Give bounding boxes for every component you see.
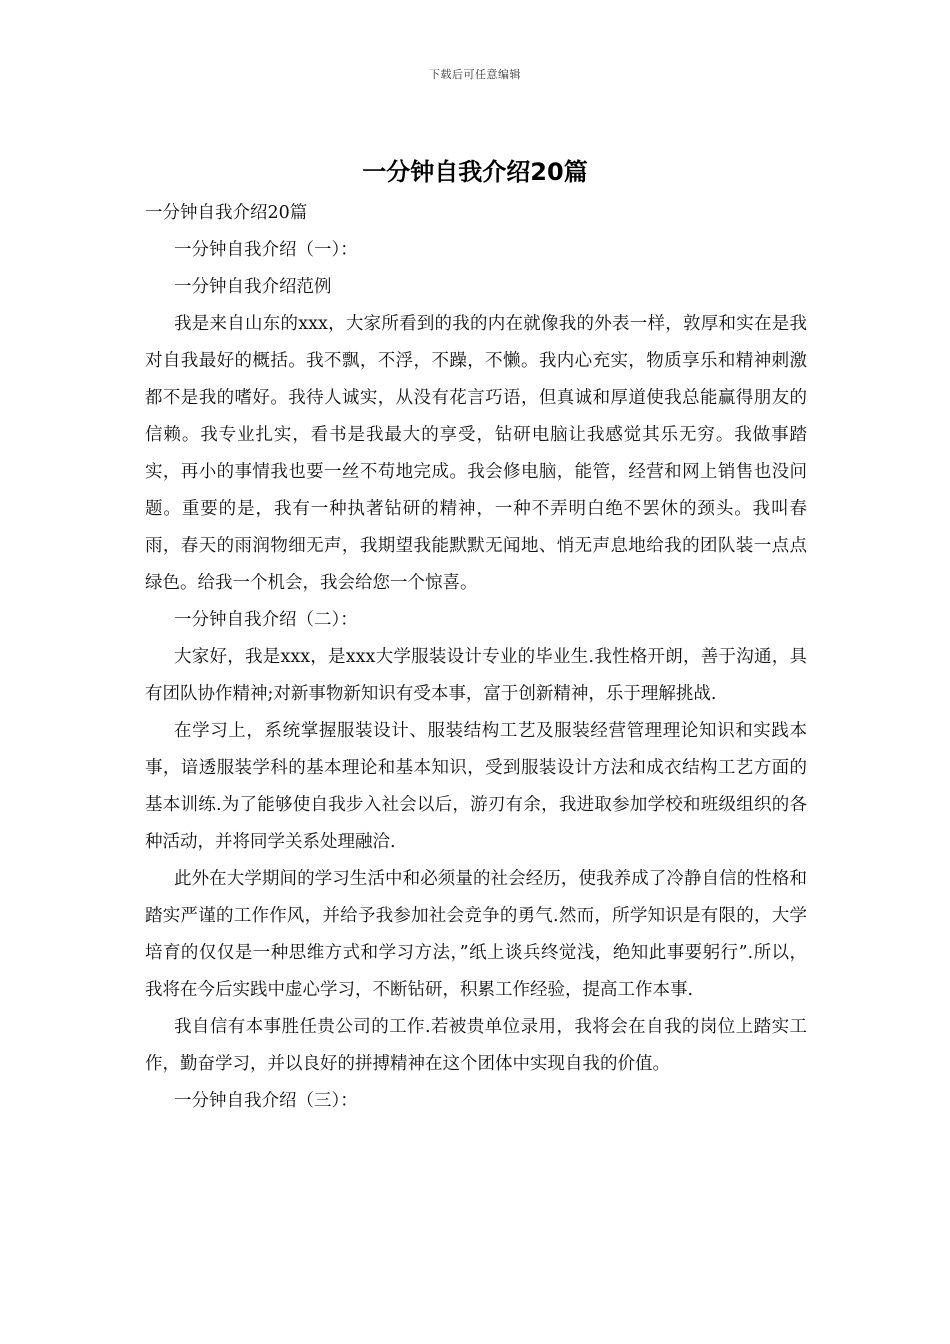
paragraph-1: 我是来自山东的xxx，大家所看到的我的内在就像我的外表一样，敦厚和实在是我对自我最好的概括。我不飘，不浮，不躁，不懒。我内心充实，物质享乐和精神刺激都不是我的嗜好。我待人诚实，从没有花言巧语，但真诚和厚道使我总能赢得朋友的信赖。我专业扎实，看书是我最大的享受，钻研电脑让我感觉其乐无穷。我做事踏实，再小的事情我也要一丝不苟地完成。我会修电脑，能管，经营和网上销售也没问题。重要的是，我有一种执著钻研的精神，一种不弄明白绝不罢休的颈头。我叫春雨，春天的雨润物细无声，我期望我能默默无闻地、悄无声息地给我的团队装一点点绿色。给我一个机会，我会给您一个惊喜。 <box>145 314 807 593</box>
paragraph-5: 我自信有本事胜任贵公司的工作.若被贵单位录用，我将会在自我的岗位上踏实工作，勤奋学习，并以良好的拼搏精神在这个团体中实现自我的价值。 <box>145 1017 807 1074</box>
paragraph-4: 此外在大学期间的学习生活中和必须量的社会经历，使我养成了冷静自信的性格和踏实严谨的工作作风，并给予我参加社会竞争的勇气.然而，所学知识是有限的，大学培育的仅仅是一种思维方式和学习方法，”纸上谈兵终觉浅，绝知此事要躬行”.所以，我将在今后实践中虚心学习，不断钻研，积累工作经验，提高工作本事. <box>145 869 807 1000</box>
example-heading: 一分钟自我介绍范例 <box>174 277 332 297</box>
subtitle-line: 一分钟自我介绍20篇 <box>145 203 308 223</box>
section-heading-3: 一分钟自我介绍（三）： <box>174 1091 358 1111</box>
section-heading-1: 一分钟自我介绍（一）： <box>174 240 358 260</box>
paragraph-3: 在学习上，系统掌握服装设计、服装结构工艺及服装经营管理理论知识和实践本事，谙透服装学科的基本理论和基本知识，受到服装设计方法和成衣结构工艺方面的基本训练.为了能够使自我步入社会以后，游刃有余，我进取参加学校和班级组织的各种活动，并将同学关系处理融洽. <box>145 721 807 852</box>
document-body <box>145 195 807 1120</box>
paragraph-2: 大家好，我是xxx，是xxx大学服装设计专业的毕业生.我性格开朗，善于沟通，具有团队协作精神;对新事物新知识有受本事，富于创新精神，乐于理解挑战. <box>145 647 807 704</box>
section-heading-2: 一分钟自我介绍（二）： <box>174 610 358 630</box>
header-note: 下载后可任意编辑 <box>429 68 521 81</box>
document-title: 一分钟自我介绍20篇 <box>362 158 588 186</box>
